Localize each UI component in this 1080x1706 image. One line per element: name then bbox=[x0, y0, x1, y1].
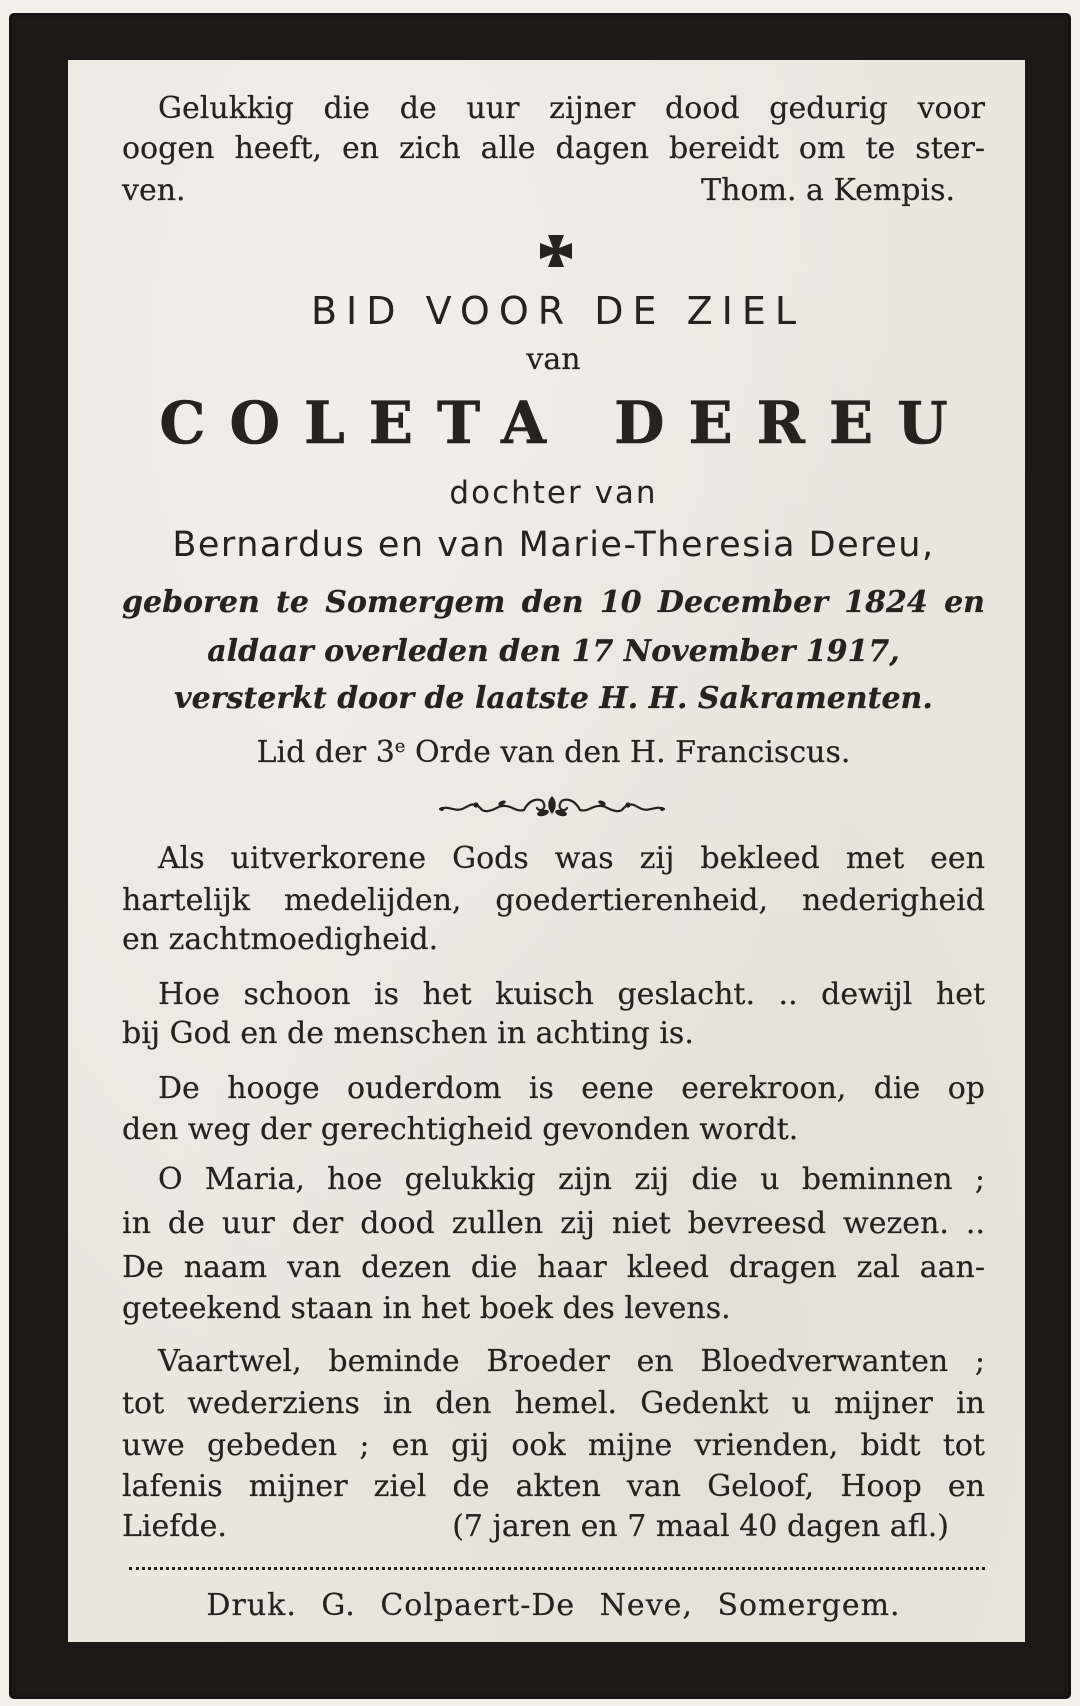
order-membership-line bbox=[122, 732, 985, 774]
prayer-heading: BID VOOR DE ZIEL bbox=[310, 289, 805, 333]
indulgence-note: (7 jaren en 7 maal 40 dagen afl.) bbox=[452, 1509, 949, 1544]
sacraments-line: versterkt door de laatste H. H. Sakramenten. bbox=[174, 681, 933, 716]
birth-line: geboren te Somergem den 10 December 1824 en bbox=[122, 585, 985, 620]
paragraph-line: O Maria, hoe gelukkig zijn zij die u beminnen ; bbox=[158, 1162, 985, 1197]
order-text-end: Orde van den H. Franciscus. bbox=[405, 735, 851, 770]
printer-credit: Druk. G. Colpaert-De Neve, Somergem. bbox=[206, 1588, 901, 1623]
paragraph-line: in de uur der dood zullen zij niet bevreesd wezen. .. bbox=[122, 1206, 985, 1241]
paragraph-line: Liefde. bbox=[122, 1509, 227, 1544]
paragraph-line: en zachtmoedigheid. bbox=[122, 922, 439, 957]
maltese-cross-icon bbox=[538, 233, 574, 269]
flourish-leaves bbox=[440, 796, 664, 817]
paragraph-line: bij God en de menschen in achting is. bbox=[122, 1016, 694, 1051]
epigraph-line-3-text: ven. bbox=[122, 173, 186, 208]
epigraph-line-2: oogen heeft, en zich alle dagen bereidt om te ster- bbox=[122, 131, 985, 166]
paragraph-line: den weg der gerechtigheid gevonden wordt. bbox=[122, 1112, 799, 1147]
paragraph-line: hartelijk medelijden, goedertierenheid, nederigheid bbox=[122, 883, 985, 918]
deceased-name: COLETA DEREU bbox=[159, 389, 972, 457]
paragraph-line: lafenis mijner ziel de akten van Geloof, Hoop en bbox=[122, 1469, 985, 1504]
order-text-start: Lid der 3 bbox=[256, 735, 395, 770]
death-line: aldaar overleden den 17 November 1917, bbox=[207, 634, 900, 669]
paragraph-line: De naam van dezen die haar kleed dragen zal aan- bbox=[122, 1250, 985, 1285]
flourish-ornament-icon bbox=[436, 794, 668, 820]
paragraph-line: Vaartwel, beminde Broeder en Bloedverwanten ; bbox=[158, 1344, 985, 1379]
parents-names: Bernardus en van Marie-Theresia Dereu, bbox=[172, 525, 935, 565]
van-label: van bbox=[526, 342, 581, 377]
paragraph-line: uwe gebeden ; en gij ook mijne vrienden, bidt tot bbox=[122, 1428, 985, 1463]
epigraph-line-1: Gelukkig die de uur zijner dood gedurig voor bbox=[158, 91, 985, 126]
paragraph-line: tot wederziens in den hemel. Gedenkt u mijner in bbox=[122, 1386, 985, 1421]
order-ordinal-suffix: e bbox=[394, 736, 406, 758]
daughter-of-label: dochter van bbox=[449, 475, 658, 511]
epigraph-line-3 bbox=[122, 170, 955, 212]
dotted-rule bbox=[129, 1567, 985, 1570]
paragraph-last-line bbox=[122, 1506, 949, 1548]
paragraph-line: Als uitverkorene Gods was zij bekleed met een bbox=[158, 841, 985, 876]
paragraph-line: geteekend staan in het boek des levens. bbox=[122, 1291, 731, 1326]
paragraph-line: Hoe schoon is het kuisch geslacht. .. dewijl het bbox=[158, 977, 985, 1012]
paragraph-line: De hooge ouderdom is eene eerekroon, die op bbox=[158, 1071, 985, 1106]
epigraph-attribution: Thom. a Kempis. bbox=[701, 173, 955, 208]
